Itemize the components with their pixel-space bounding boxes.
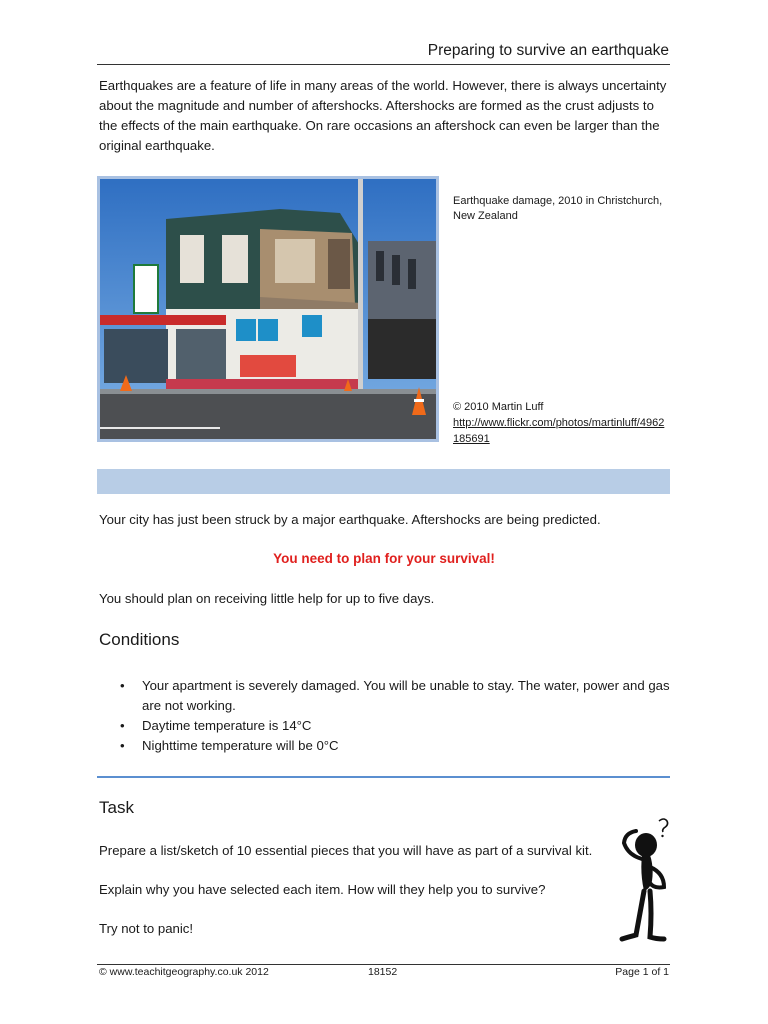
scenario-line-1: Your city has just been struck by a major earthquake. Aftershocks are being predicted.	[99, 512, 601, 527]
photo-credit	[453, 399, 668, 447]
footer-page-number: Page 1 of 1	[615, 966, 669, 978]
photo-caption: Earthquake damage, 2010 in Christchurch, New Zealand	[453, 195, 663, 222]
task-line-3: Try not to panic!	[99, 921, 194, 936]
list-item: • Your apartment is severely damaged. You will be unable to stay. The water, power and gas are not working.	[118, 676, 670, 716]
scenario-line-2: You should plan on receiving little help for up to five days.	[99, 591, 435, 606]
thinking-figure-icon	[612, 815, 672, 950]
list-item: • Nighttime temperature will be 0°C	[118, 736, 670, 756]
list-item: • Daytime temperature is 14°C	[118, 716, 670, 736]
footer-code: 18152	[368, 966, 398, 978]
intro-paragraph: Earthquakes are a feature of life in many areas of the world. However, there is always uncertainty about the magnitude and number of aftershocks. Aftershocks are formed as the crust adjusts to the effects of the main earthquake. On rare occasions an aftershock can even be larger than the original earthquake.	[99, 78, 667, 153]
section-divider	[97, 776, 670, 778]
footer-copyright: © www.teachitgeography.co.uk 2012	[99, 966, 269, 978]
task-line-2: Explain why you have selected each item. How will they help you to survive?	[99, 882, 546, 897]
earthquake-photo	[97, 176, 439, 442]
header-title: Preparing to survive an earthquake	[427, 42, 669, 59]
conditions-list	[118, 676, 670, 756]
section-band	[97, 469, 670, 494]
photo-copyright: © 2010 Martin Luff	[453, 401, 544, 413]
survival-alert: You need to plan for your survival!	[273, 551, 495, 566]
conditions-heading: Conditions	[99, 630, 180, 649]
task-heading: Task	[99, 798, 134, 817]
footer-rule	[97, 964, 670, 965]
task-line-1: Prepare a list/sketch of 10 essential pieces that you will have as part of a survival kit.	[99, 843, 593, 858]
header-rule	[97, 64, 670, 65]
photo-link[interactable]: http://www.flickr.com/photos/martinluff/4962185691	[453, 417, 665, 445]
